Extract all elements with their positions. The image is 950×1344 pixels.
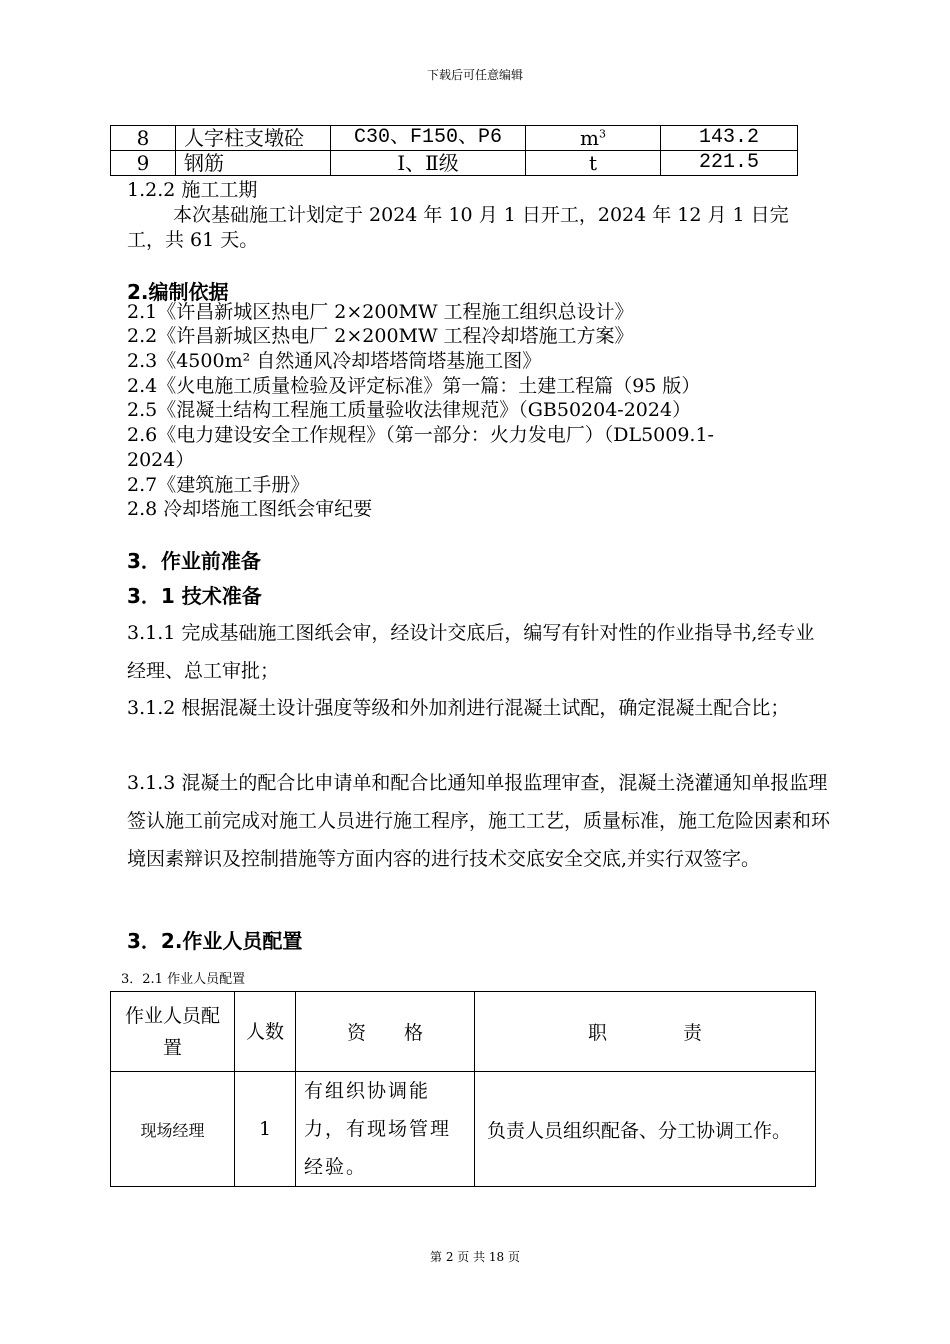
schedule-line-2: 工，共 61 天。 bbox=[127, 229, 259, 251]
item-name: 人字柱支墩砼 bbox=[176, 126, 331, 151]
paragraph-3-1-2: 3.1.2 根据混凝土设计强度等级和外加剂进行混凝土试配，确定混凝土配合比； bbox=[127, 697, 790, 719]
unit-base: m bbox=[580, 126, 599, 150]
item-spec: C30、F150、P6 bbox=[331, 126, 526, 151]
basis-item: 2.3《4500m² 自然通风冷却塔塔筒塔基施工图》 bbox=[127, 350, 542, 372]
paragraph-3-1-1: 3.1.1 完成基础施工图纸会审，经设计交底后，编写有针对性的作业指导书,经专业经理、总工审批； bbox=[127, 622, 815, 682]
paragraph-3-1-3: 3.1.3 混凝土的配合比申请单和配合比通知单报监理审查，混凝土浇灌通知单报监理签认施工前完成对施工人员进行施工程序，施工工艺，质量标准，施工危险因素和环境因素辩识及控制措施等方面内容的进行技术交底安全交底,并实行双签字。 bbox=[127, 772, 831, 870]
basis-item: 2.2《许昌新城区热电厂 2×200MW 工程冷却塔施工方案》 bbox=[127, 325, 634, 347]
staff-heading: 3．2.作业人员配置 bbox=[127, 929, 303, 953]
col-duty-header: 职 责 bbox=[475, 992, 816, 1072]
staff-duty: 负责人员组织配备、分工协调工作。 bbox=[475, 1072, 816, 1187]
col-role-header: 作业人员配置 bbox=[111, 992, 235, 1072]
col-count-header: 人数 bbox=[235, 992, 296, 1072]
page-header: 下载后可任意编辑 bbox=[426, 68, 523, 82]
staff-subheading: 3．2.1 作业人员配置 bbox=[121, 972, 246, 987]
basis-item: 2.7《建筑施工手册》 bbox=[127, 474, 310, 496]
item-name: 钢筋 bbox=[176, 151, 331, 176]
row-no: 9 bbox=[111, 151, 176, 176]
basis-item: 2.1《许昌新城区热电厂 2×200MW 工程施工组织总设计》 bbox=[127, 301, 634, 323]
basis-item: 2.4《火电施工质量检验及评定标准》第一篇：土建工程篇（95 版） bbox=[127, 375, 701, 397]
item-qty: 143.2 bbox=[661, 126, 798, 151]
table-row bbox=[111, 151, 798, 176]
material-table bbox=[110, 125, 798, 176]
item-unit bbox=[526, 126, 661, 151]
basis-item: 2.6《电力建设安全工作规程》（第一部分：火力发电厂）（DL5009.1- bbox=[127, 424, 714, 446]
basis-item: 2.5《混凝土结构工程施工质量验收法律规范》（GB50204-2024） bbox=[127, 399, 692, 421]
basis-item: 2.8 冷却塔施工图纸会审纪要 bbox=[127, 498, 373, 520]
table-header-row bbox=[111, 992, 816, 1072]
item-spec: Ⅰ、Ⅱ级 bbox=[331, 151, 526, 176]
item-unit: t bbox=[526, 151, 661, 176]
unit-superscript: 3 bbox=[598, 127, 606, 141]
staff-table bbox=[110, 991, 816, 1187]
col-qual-header: 资 格 bbox=[296, 992, 475, 1072]
page-footer: 第 2 页 共 18 页 bbox=[430, 1250, 520, 1264]
item-qty: 221.5 bbox=[661, 151, 798, 176]
row-no: 8 bbox=[111, 126, 176, 151]
table-row bbox=[111, 126, 798, 151]
tech-prep-heading: 3．1 技术准备 bbox=[127, 584, 262, 608]
staff-role: 现场经理 bbox=[111, 1072, 235, 1187]
staff-count: 1 bbox=[235, 1072, 296, 1187]
schedule-line-1: 本次基础施工计划定于 2024 年 10 月 1 日开工，2024 年 12 月 1 日完 bbox=[173, 204, 789, 226]
basis-heading: 2.编制依据 bbox=[127, 280, 229, 304]
prep-heading: 3．作业前准备 bbox=[127, 549, 261, 573]
schedule-heading: 1.2.2 施工工期 bbox=[127, 179, 258, 201]
table-row bbox=[111, 1072, 816, 1187]
basis-item: 2024） bbox=[127, 449, 195, 471]
staff-qualification: 有组织协调能力，有现场管理经验。 bbox=[296, 1072, 475, 1187]
